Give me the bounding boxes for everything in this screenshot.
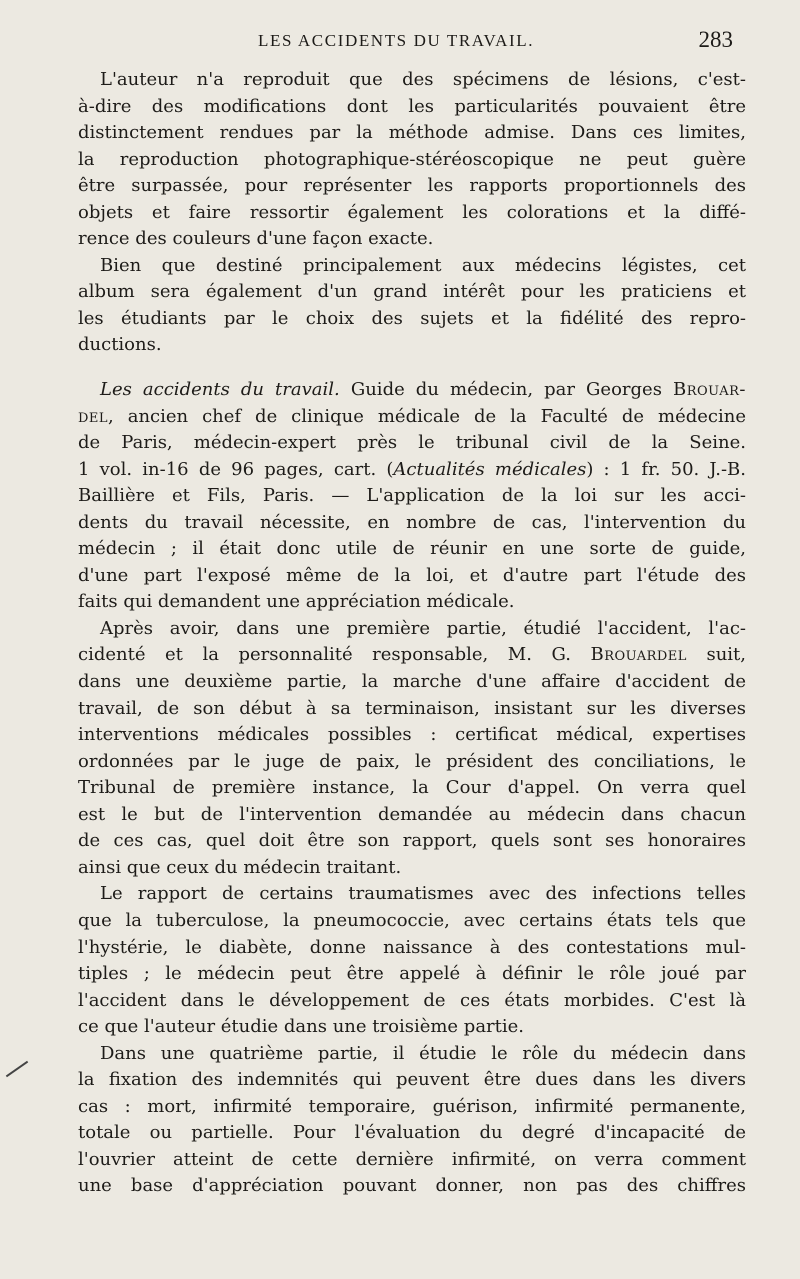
text-line: dents du travail nécessite, en nombre de cas, l'intervention du <box>78 511 746 533</box>
paragraph-5 <box>78 881 746 1040</box>
text-line: l'hystérie, le diabète, donne naissance à des contestations mul- <box>78 936 746 958</box>
text-line: del, ancien chef de clinique médicale de la Faculté de médecine <box>78 405 746 427</box>
text-line: Baillière et Fils, Paris. — L'application de la loi sur les acci- <box>78 485 746 507</box>
section-gap <box>78 359 746 377</box>
text-line: de Paris, médecin-expert près le tribunal civil de la Seine. <box>78 432 746 454</box>
paragraph-1 <box>78 67 746 253</box>
text-line: 1 vol. in-16 de 96 pages, cart. (Actualités médicales) : 1 fr. 50. J.-B. <box>78 458 747 480</box>
text-line: Les accidents du travail. Guide du médecin, par Georges Brouar- <box>100 379 746 401</box>
page-header <box>0 27 800 59</box>
margin-pencil-mark <box>6 1061 28 1078</box>
author-name: Brouar- <box>673 379 746 401</box>
text-line: tiples ; le médecin peut être appelé à définir le rôle joué par <box>78 963 746 985</box>
text-line: Après avoir, dans une première partie, étudié l'accident, l'ac- <box>100 617 746 639</box>
review-entry <box>78 377 746 616</box>
text-line: album sera également d'un grand intérêt pour les praticiens et <box>78 281 746 303</box>
text-line: une base d'appréciation pouvant donner, non pas des chiffres <box>78 1175 746 1197</box>
text-line: travail, de son début à sa terminaison, insistant sur les diverses <box>78 697 746 719</box>
text-line: ainsi que ceux du médecin traitant. <box>78 856 402 878</box>
text-line: cas : mort, infirmité temporaire, guérison, infirmité permanente, <box>78 1095 746 1117</box>
paragraph-6 <box>78 1041 746 1200</box>
text-line: à-dire des modifications dont les particularités pouvaient être <box>78 95 746 117</box>
text-line: Le rapport de certains traumatismes avec des infections telles <box>100 883 746 905</box>
text-line: objets et faire ressortir également les colorations et la diffé- <box>78 201 746 223</box>
paragraph-4 <box>78 616 746 881</box>
text-line: ce que l'auteur étudie dans une troisième partie. <box>78 1016 525 1038</box>
text-line: la fixation des indemnités qui peuvent être dues dans les divers <box>78 1069 746 1091</box>
running-title: LES ACCIDENTS DU TRAVAIL. <box>258 31 535 50</box>
book-title: Les accidents du travail. <box>100 379 340 401</box>
text-line: interventions médicales possibles : certificat médical, expertises <box>78 724 746 746</box>
text-line: l'accident dans le développement de ces états morbides. C'est là <box>78 989 746 1011</box>
text-line: ordonnées par le juge de paix, le président des conciliations, le <box>78 750 746 772</box>
text-line: médecin ; il était donc utile de réunir en une sorte de guide, <box>78 538 746 560</box>
text-line: d'une part l'exposé même de la loi, et d'autre part l'étude des <box>78 564 746 586</box>
text-line: faits qui demandent une appréciation médicale. <box>78 591 515 613</box>
text-line: être surpassée, pour représenter les rapports proportionnels des <box>78 175 746 197</box>
paragraph-2 <box>78 253 746 359</box>
series-title: Actualités médicales <box>393 458 587 480</box>
text-line: distinctement rendues par la méthode admise. Dans ces limites, <box>78 122 746 144</box>
text-line: est le but de l'intervention demandée au médecin dans chacun <box>78 803 746 825</box>
text-line: Dans une quatrième partie, il étudie le rôle du médecin dans <box>100 1042 746 1064</box>
text-line: que la tuberculose, la pneumococcie, avec certains états tels que <box>78 909 746 931</box>
body-text <box>78 67 746 1200</box>
text-line: la reproduction photographique-stéréoscopique ne peut guère <box>78 148 746 170</box>
text-line: totale ou partielle. Pour l'évaluation du degré d'incapacité de <box>78 1122 746 1144</box>
text-line: Bien que destiné principalement aux médecins légistes, cet <box>100 254 746 276</box>
text-line: ductions. <box>78 334 162 356</box>
text-line: cidenté et la personnalité responsable, M. G. Brouardel suit, <box>78 644 746 666</box>
author-name: Brouardel <box>590 644 687 666</box>
text-line: de ces cas, quel doit être son rapport, quels sont ses honoraires <box>78 830 746 852</box>
text-line: rence des couleurs d'une façon exacte. <box>78 228 434 250</box>
text-line: L'auteur n'a reproduit que des spécimens de lésions, c'est- <box>100 69 746 90</box>
page-number: 283 <box>698 27 733 52</box>
text-line: l'ouvrier atteint de cette dernière infirmité, on verra comment <box>78 1148 746 1170</box>
text-line: les étudiants par le choix des sujets et la fidélité des repro- <box>78 307 746 329</box>
text-line: Tribunal de première instance, la Cour d'appel. On verra quel <box>78 777 746 799</box>
text-line: dans une deuxième partie, la marche d'une affaire d'accident de <box>78 671 746 693</box>
